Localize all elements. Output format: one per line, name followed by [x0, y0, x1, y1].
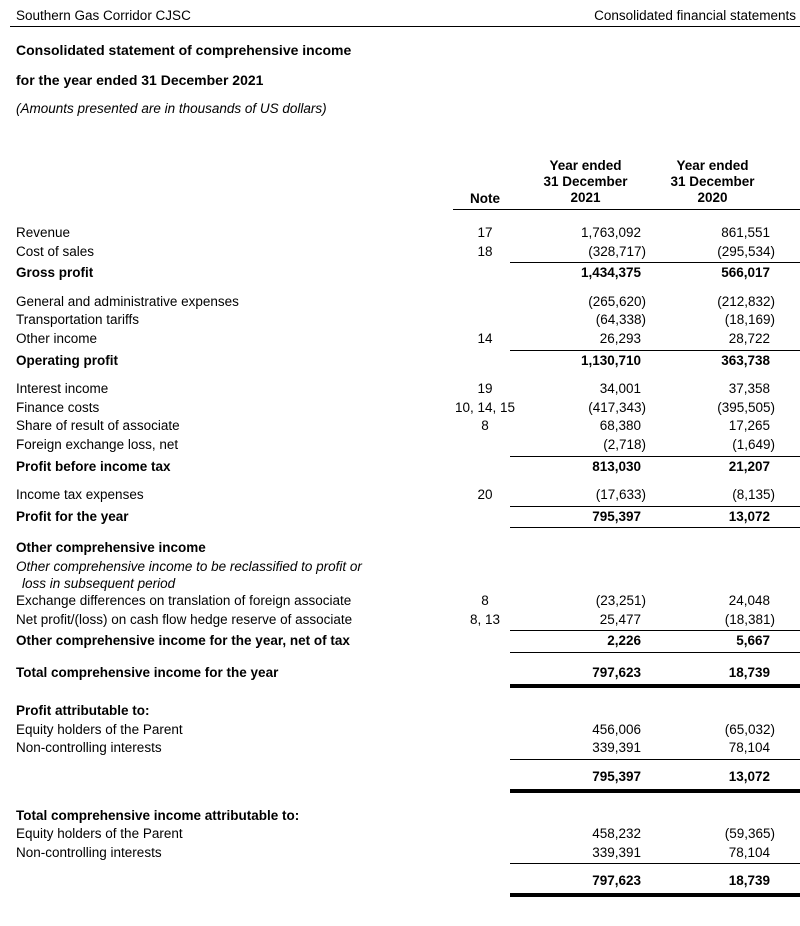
page-header [0, 0, 800, 23]
row-note: 8 [481, 592, 489, 608]
row-label: Cost of sales [16, 243, 95, 259]
row-value-2021: (23,251) [595, 592, 646, 608]
total-row-gap [0, 761, 800, 768]
document-type: Consolidated financial statements [594, 8, 796, 23]
row-label: Operating profit [16, 352, 118, 368]
table-row-transportation-tariffs [0, 311, 800, 330]
row-note [440, 293, 530, 312]
col-2021-line1: Year ended [549, 158, 622, 173]
row-note [440, 632, 530, 651]
table-column-headers [0, 158, 800, 206]
row-note: 18 [477, 243, 493, 259]
section-gap [0, 476, 800, 486]
section-gap [0, 370, 800, 380]
row-note [440, 739, 530, 758]
row-note [440, 844, 530, 863]
row-label: Revenue [16, 225, 71, 240]
table-row-revenue [0, 224, 800, 243]
subtotal-rule [510, 456, 800, 457]
table-row-exchange-differences [0, 592, 800, 611]
table-row-gross-profit [0, 264, 800, 283]
row-value-2021: 795,397 [592, 508, 641, 524]
row-note [440, 768, 530, 787]
row-value-2020: 24,048 [728, 592, 770, 608]
row-label: Gross profit [16, 265, 94, 281]
row-value-2021: (2,718) [603, 436, 646, 452]
row-note [440, 664, 530, 683]
row-value-2020: 13,072 [728, 769, 770, 785]
row-value-2020: 18,739 [728, 664, 770, 680]
row-value-2021: 795,397 [592, 769, 641, 785]
row-value-2020: 21,207 [728, 458, 770, 474]
row-value-2021: 26,293 [599, 330, 641, 346]
grand-total-double-rule [510, 684, 800, 688]
row-value-2021: 2,226 [607, 633, 641, 649]
total-row-gap [0, 865, 800, 872]
section-gap [0, 795, 800, 807]
row-value-2021: (265,620) [588, 293, 646, 309]
section-title: Other comprehensive income [16, 540, 206, 556]
row-value-2020: (395,505) [717, 399, 775, 415]
row-label: Income tax expenses [16, 487, 144, 503]
row-value-2021: (417,343) [588, 399, 646, 415]
row-label: Other comprehensive income for the year, net of tax [16, 633, 350, 649]
row-note: 14 [477, 330, 493, 346]
table-row-finance-costs [0, 399, 800, 418]
table-row-nci-tci [0, 844, 800, 863]
row-note [440, 825, 530, 844]
oci-reclass-note-text [16, 558, 800, 592]
row-note: 8, 13 [469, 611, 501, 627]
row-value-2020: 78,104 [728, 740, 770, 756]
table-row-income-tax [0, 486, 800, 505]
row-label: General and administrative expenses [16, 293, 239, 309]
column-header-rule [453, 209, 800, 210]
row-note [440, 436, 530, 455]
statement-title: Consolidated statement of comprehensive income [16, 42, 352, 58]
row-label: Finance costs [16, 399, 100, 415]
row-value-2021: 458,232 [592, 826, 641, 842]
row-value-2020: 18,739 [728, 873, 770, 889]
row-label: Exchange differences on translation of foreign associate [16, 592, 352, 608]
row-label: Equity holders of the Parent [16, 826, 183, 842]
row-value-2020: (8,135) [732, 487, 775, 503]
row-value-2020: 5,667 [736, 633, 770, 649]
grand-total-double-rule [510, 893, 800, 897]
row-value-2021: 339,391 [592, 844, 641, 860]
col-2021-line3: 2021 [570, 190, 601, 205]
table-row-foreign-exchange-loss [0, 436, 800, 455]
row-value-2020: (1,649) [732, 436, 775, 452]
row-value-2020: (18,169) [724, 312, 775, 328]
col-2020-line1: Year ended [676, 158, 749, 173]
subtotal-rule [510, 262, 800, 263]
row-note: 20 [477, 487, 493, 503]
oci-note-line1: Other comprehensive income to be reclassified to profit or [16, 558, 362, 574]
section-gap [0, 654, 800, 664]
col-2020-line2: 31 December [670, 174, 755, 189]
table-row-operating-profit [0, 352, 800, 371]
row-label: Foreign exchange loss, net [16, 436, 179, 452]
oci-note-line2: loss in subsequent period [22, 575, 176, 591]
statement-table [0, 224, 800, 897]
row-value-2020: 28,722 [728, 330, 770, 346]
row-value-2020: (65,032) [724, 721, 775, 737]
row-value-2021: 339,391 [592, 740, 641, 756]
table-row-nci-profit [0, 739, 800, 758]
row-value-2021: 1,434,375 [580, 265, 641, 281]
table-row-equity-holders-tci [0, 825, 800, 844]
subtotal-rule [510, 759, 800, 760]
row-label: Interest income [16, 381, 109, 397]
table-row-hedge-reserve [0, 611, 800, 630]
row-value-2021: 813,030 [592, 458, 641, 474]
subtotal-rule [510, 630, 800, 631]
table-row-total-comprehensive-income [0, 664, 800, 683]
row-label: Non-controlling interests [16, 844, 162, 860]
section-gap [0, 529, 800, 539]
row-label: Total comprehensive income for the year [16, 664, 279, 680]
row-value-2021: 797,623 [592, 664, 641, 680]
section-title: Profit attributable to: [16, 703, 150, 719]
section-header-tci-attributable [0, 807, 800, 826]
row-label [16, 768, 440, 787]
row-value-2020: (212,832) [717, 293, 775, 309]
row-value-2020: 363,738 [721, 352, 770, 368]
row-note: 17 [477, 225, 493, 240]
row-note: 19 [477, 381, 493, 397]
row-label: Other income [16, 330, 98, 346]
note-column-header: Note [470, 191, 500, 206]
col-2021-header [530, 158, 655, 206]
amounts-note: (Amounts presented are in thousands of US dollars) [16, 101, 327, 116]
table-row-tci-attributable-total [0, 872, 800, 891]
table-row-admin-expenses [0, 293, 800, 312]
col-2020-header [655, 158, 800, 206]
row-value-2021: (64,338) [595, 312, 646, 328]
row-note [440, 352, 530, 371]
row-value-2021: 1,763,092 [580, 225, 641, 240]
row-note [440, 458, 530, 477]
col-2020-line3: 2020 [697, 190, 728, 205]
oci-reclass-note [0, 558, 800, 592]
subtotal-rule [510, 652, 800, 653]
row-value-2021: 68,380 [599, 418, 641, 434]
row-note [440, 721, 530, 740]
section-header-other-comprehensive-income [0, 539, 800, 558]
company-name: Southern Gas Corridor CJSC [16, 8, 191, 23]
row-note [440, 508, 530, 527]
table-row-equity-holders-profit [0, 721, 800, 740]
title-block [16, 42, 800, 116]
table-row-profit-before-tax [0, 458, 800, 477]
section-header-profit-attributable [0, 702, 800, 721]
row-note [440, 311, 530, 330]
table-row-profit-for-year [0, 508, 800, 527]
grand-total-double-rule [510, 789, 800, 793]
row-value-2021: 34,001 [599, 381, 641, 397]
row-note: 10, 14, 15 [454, 399, 516, 415]
row-value-2020: (295,534) [717, 243, 775, 259]
row-value-2020: 13,072 [728, 508, 770, 524]
row-value-2021: 25,477 [599, 611, 641, 627]
table-row-profit-attributable-total [0, 768, 800, 787]
row-label: Equity holders of the Parent [16, 721, 183, 737]
subtotal-rule [510, 350, 800, 351]
row-value-2020: 17,265 [728, 418, 770, 434]
row-value-2021: 456,006 [592, 721, 641, 737]
row-value-2021: 1,130,710 [580, 352, 641, 368]
row-value-2020: (59,365) [724, 826, 775, 842]
subtotal-rule [510, 527, 800, 528]
section-title: Total comprehensive income attributable to: [16, 807, 300, 823]
row-value-2021: (328,717) [588, 243, 646, 259]
section-gap [0, 283, 800, 293]
table-row-oci-net-of-tax [0, 632, 800, 651]
row-note [440, 872, 530, 891]
col-2021-line2: 31 December [543, 174, 628, 189]
table-row-interest-income [0, 380, 800, 399]
row-value-2020: (18,381) [724, 611, 775, 627]
row-note: 8 [481, 418, 489, 434]
subtotal-rule [510, 506, 800, 507]
row-label: Share of result of associate [16, 418, 180, 434]
section-gap [0, 690, 800, 702]
row-value-2021: (17,633) [595, 487, 646, 503]
row-label: Profit for the year [16, 508, 129, 524]
table-row-cost-of-sales [0, 243, 800, 262]
row-value-2020: 78,104 [728, 844, 770, 860]
row-label: Profit before income tax [16, 458, 171, 474]
table-row-other-income [0, 330, 800, 349]
row-label [16, 872, 440, 891]
row-label: Non-controlling interests [16, 740, 162, 756]
row-value-2020: 37,358 [728, 381, 770, 397]
row-value-2020: 566,017 [721, 265, 770, 281]
subtotal-rule [510, 863, 800, 864]
table-row-share-of-associate [0, 417, 800, 436]
row-value-2021: 797,623 [592, 873, 641, 889]
row-label: Net profit/(loss) on cash flow hedge reserve of associate [16, 611, 353, 627]
row-value-2020: 861,551 [721, 225, 770, 240]
statement-period: for the year ended 31 December 2021 [16, 72, 264, 88]
row-note [440, 264, 530, 283]
header-rule [10, 26, 800, 27]
row-label: Transportation tariffs [16, 312, 140, 328]
